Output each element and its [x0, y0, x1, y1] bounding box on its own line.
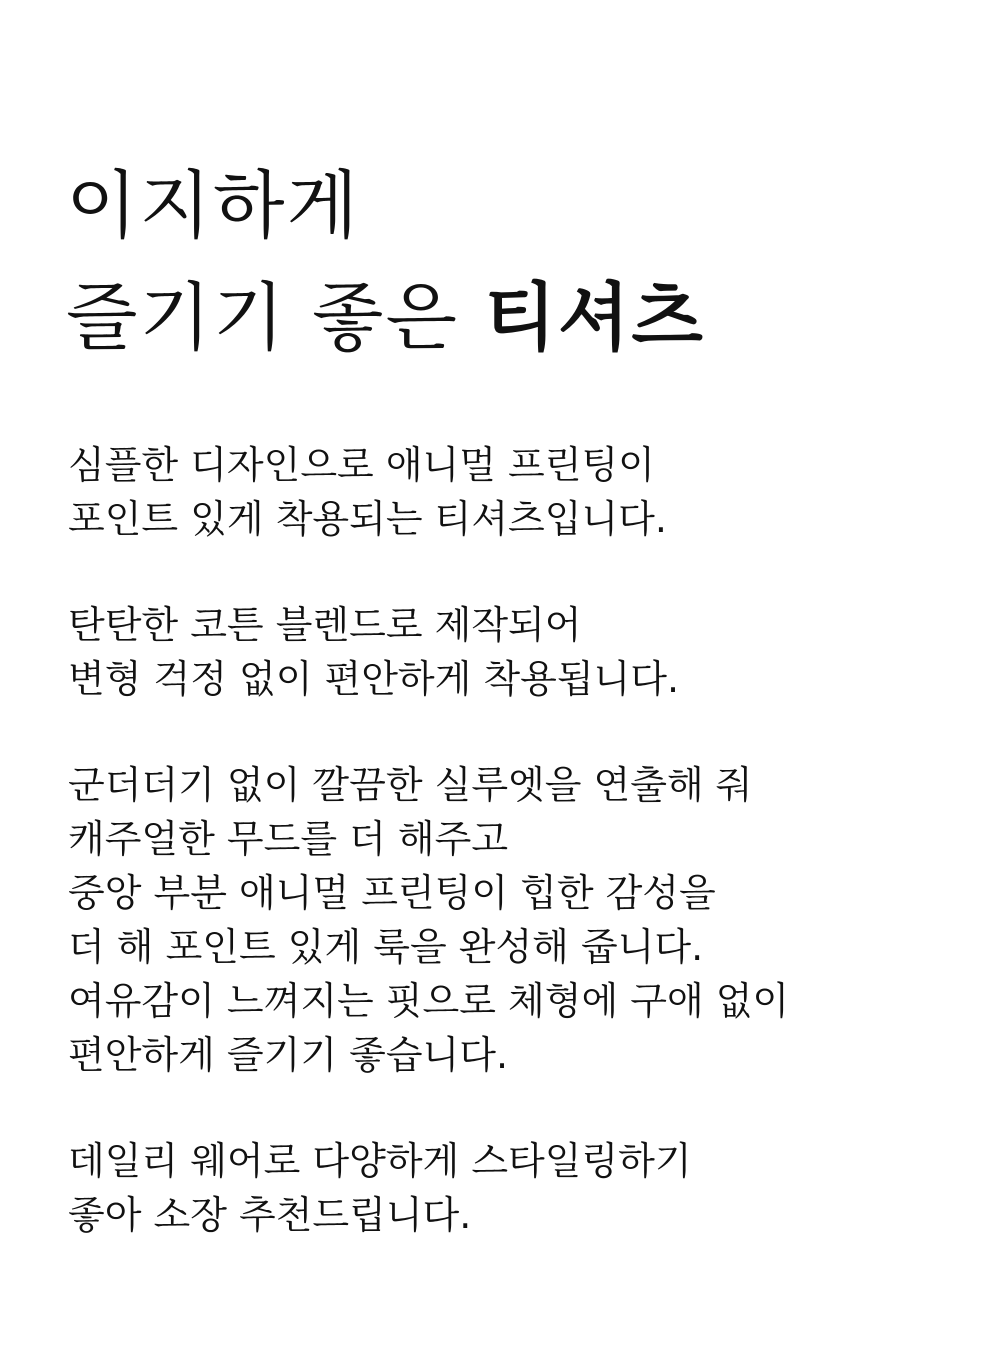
paragraph-1: [68, 438, 968, 546]
paragraph-line: 캐주얼한 무드를 더 해주고: [68, 817, 509, 861]
paragraph-line: 군더더기 없이 깔끔한 실루엣을 연출해 줘: [68, 763, 753, 807]
paragraph-line: 중앙 부분 애니멀 프린팅이 힙한 감성을: [68, 871, 716, 915]
paragraph-line: 데일리 웨어로 다양하게 스타일링하기: [68, 1139, 692, 1183]
description-body: [68, 438, 968, 1294]
headline-line-1: 이지하게: [66, 163, 360, 249]
paragraph-4: [68, 1134, 968, 1242]
paragraph-line: 변형 걱정 없이 편안하게 착용됩니다.: [68, 657, 680, 701]
paragraph-3: [68, 758, 968, 1082]
paragraph-2: [68, 598, 968, 706]
paragraph-line: 좋아 소장 추천드립니다.: [68, 1193, 472, 1237]
paragraph-line: 심플한 디자인으로 애니멀 프린팅이: [68, 443, 655, 487]
headline: [66, 150, 946, 374]
paragraph-line: 탄탄한 코튼 블렌드로 제작되어: [68, 603, 582, 647]
headline-line-2-prefix: 즐기기 좋은: [66, 275, 485, 361]
paragraph-line: 여유감이 느껴지는 핏으로 체형에 구애 없이: [68, 979, 790, 1023]
headline-emphasis: 티셔츠: [484, 275, 705, 361]
paragraph-line: 더 해 포인트 있게 룩을 완성해 줍니다.: [68, 925, 704, 969]
paragraph-line: 포인트 있게 착용되는 티셔츠입니다.: [68, 497, 667, 541]
paragraph-line: 편안하게 즐기기 좋습니다.: [68, 1033, 509, 1077]
headline-line-2: [66, 262, 946, 374]
